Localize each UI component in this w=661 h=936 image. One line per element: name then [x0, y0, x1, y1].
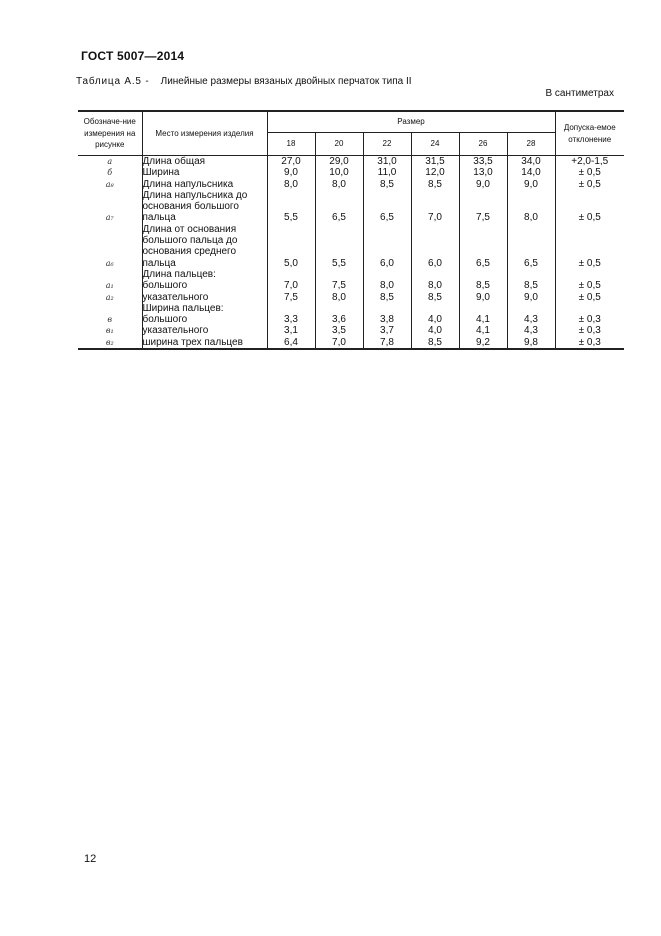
row-size-value: 8,0 [411, 280, 459, 291]
row-size-value [267, 269, 315, 280]
row-size-value: 9,0 [459, 179, 507, 190]
row-size-value: 5,0 [267, 224, 315, 269]
row-size-value: 9,0 [267, 167, 315, 178]
row-size-value: 4,1 [459, 325, 507, 336]
row-size-value: 3,3 [267, 314, 315, 325]
row-tolerance: ± 0,3 [578, 314, 601, 326]
row-size-value: 11,0 [363, 167, 411, 178]
row-size-value: 8,5 [411, 179, 459, 190]
page-number: 12 [84, 853, 97, 865]
row-size-value: 6,5 [363, 190, 411, 224]
row-size-value: 8,5 [507, 280, 555, 291]
header-size-value: 22 [363, 133, 411, 156]
row-place: Ширина [142, 167, 267, 178]
row-size-value: 12,0 [411, 167, 459, 178]
row-size-value: 7,5 [267, 292, 315, 303]
row-place: большого [142, 314, 267, 325]
row-size-value: 33,5 [459, 156, 507, 168]
row-size-value: 31,0 [363, 156, 411, 168]
row-size-value: 8,0 [363, 280, 411, 291]
row-symbol [78, 303, 142, 314]
table-row [78, 292, 624, 303]
row-size-value: 9,0 [507, 292, 555, 303]
row-size-value: 8,5 [363, 179, 411, 190]
row-size-value: 7,8 [363, 337, 411, 349]
row-size-value: 3,1 [267, 325, 315, 336]
row-place: указательного [142, 325, 267, 336]
row-size-value [267, 303, 315, 314]
row-size-value [315, 269, 363, 280]
table-row [78, 325, 624, 336]
row-size-value: 34,0 [507, 156, 555, 168]
table-row [78, 179, 624, 190]
row-tolerance: ± 0,5 [578, 178, 601, 190]
row-size-value: 4,3 [507, 314, 555, 325]
row-size-value: 3,8 [363, 314, 411, 325]
row-symbol: а₆ [78, 224, 142, 269]
row-symbol: а₈ [78, 179, 142, 190]
table-row [78, 337, 624, 349]
row-place: указательного [142, 292, 267, 303]
header-size-value: 28 [507, 133, 555, 156]
row-symbol: а₁ [78, 280, 142, 291]
row-size-value: 5,5 [267, 190, 315, 224]
row-place: Длина напульсника [142, 179, 267, 190]
row-size-value: 14,0 [507, 167, 555, 178]
row-tolerance: ± 0,5 [578, 291, 601, 303]
row-symbol: в₂ [78, 337, 142, 349]
row-size-value [315, 303, 363, 314]
row-size-value: 10,0 [315, 167, 363, 178]
row-place: Длина напульсника до основания большого пальца [142, 190, 267, 224]
row-size-value: 8,0 [315, 179, 363, 190]
table-caption-label: Таблица А.5 - [76, 76, 150, 87]
row-size-value [459, 269, 507, 280]
row-tolerance: ± 0,5 [578, 257, 601, 269]
row-size-value: 7,0 [411, 190, 459, 224]
standard-header: ГОСТ 5007—2014 [81, 49, 185, 63]
row-symbol [78, 269, 142, 280]
row-size-value: 9,8 [507, 337, 555, 349]
row-symbol: а [78, 156, 142, 168]
row-size-value: 8,5 [411, 337, 459, 349]
row-place: Длина пальцев: [142, 269, 267, 280]
row-size-value: 7,5 [315, 280, 363, 291]
row-place: Длина от основания большого пальца до основания среднего пальца [142, 224, 267, 269]
row-tolerance: ± 0,3 [578, 336, 601, 348]
row-size-value: 8,0 [315, 292, 363, 303]
row-size-value: 27,0 [267, 156, 315, 168]
row-size-value: 7,0 [315, 337, 363, 349]
row-place: большого [142, 280, 267, 291]
row-size-value: 31,5 [411, 156, 459, 168]
header-size-value: 20 [315, 133, 363, 156]
row-size-value [507, 269, 555, 280]
row-size-value: 9,0 [459, 292, 507, 303]
header-size-value: 24 [411, 133, 459, 156]
dimensions-table [78, 110, 624, 350]
row-size-value: 4,0 [411, 314, 459, 325]
table-row [78, 314, 624, 325]
row-size-value: 7,0 [267, 280, 315, 291]
row-tolerance [555, 303, 624, 314]
row-size-value: 6,4 [267, 337, 315, 349]
row-place: ширина трех пальцев [142, 337, 267, 349]
row-size-value: 3,5 [315, 325, 363, 336]
table-caption [76, 76, 412, 87]
row-size-value [411, 303, 459, 314]
row-tolerance: ± 0,3 [578, 325, 601, 337]
row-size-value: 8,5 [411, 292, 459, 303]
row-size-value [363, 303, 411, 314]
row-size-value: 8,0 [267, 179, 315, 190]
row-symbol: а₇ [78, 190, 142, 224]
row-size-value: 13,0 [459, 167, 507, 178]
row-tolerance: +2,0-1,5 [571, 156, 609, 167]
row-place: Длина общая [142, 156, 267, 168]
row-symbol: в₁ [78, 325, 142, 336]
row-size-value: 4,3 [507, 325, 555, 336]
units-note: В сантиметрах [545, 88, 614, 99]
row-size-value [411, 269, 459, 280]
row-size-value: 3,7 [363, 325, 411, 336]
row-size-value [363, 269, 411, 280]
row-tolerance: ± 0,5 [578, 212, 601, 224]
header-tolerance: Допуска-емое отклонение [555, 111, 624, 156]
row-size-value: 8,5 [459, 280, 507, 291]
table-row [78, 224, 624, 269]
row-size-value: 6,5 [459, 224, 507, 269]
table-row [78, 190, 624, 224]
header-size-value: 26 [459, 133, 507, 156]
header-symbol: Обозначе-ние измерения на рисунке [78, 111, 142, 156]
row-size-value: 6,5 [315, 190, 363, 224]
row-size-value [459, 303, 507, 314]
header-size-value: 18 [267, 133, 315, 156]
row-size-value [507, 303, 555, 314]
table-row [78, 303, 624, 314]
row-tolerance [555, 269, 624, 280]
row-size-value: 3,6 [315, 314, 363, 325]
row-size-value: 8,5 [363, 292, 411, 303]
table-row [78, 280, 624, 291]
row-size-value: 4,0 [411, 325, 459, 336]
row-size-value: 7,5 [459, 190, 507, 224]
row-size-value: 9,0 [507, 179, 555, 190]
row-place: Ширина пальцев: [142, 303, 267, 314]
row-tolerance: ± 0,5 [578, 167, 601, 179]
row-size-value: 6,0 [411, 224, 459, 269]
table-caption-title: Линейные размеры вязаных двойных перчаток типа II [160, 76, 412, 87]
row-size-value: 4,1 [459, 314, 507, 325]
row-size-value: 6,0 [363, 224, 411, 269]
row-symbol: б [78, 167, 142, 178]
row-size-value: 5,5 [315, 224, 363, 269]
table-row [78, 156, 624, 168]
table-row [78, 167, 624, 178]
row-size-value: 29,0 [315, 156, 363, 168]
row-symbol: в [78, 314, 142, 325]
row-tolerance: ± 0,5 [578, 280, 601, 292]
row-size-value: 9,2 [459, 337, 507, 349]
table-row [78, 269, 624, 280]
row-size-value: 6,5 [507, 224, 555, 269]
row-symbol: а₂ [78, 292, 142, 303]
header-size: Размер [267, 111, 555, 133]
header-place: Место измерения изделия [142, 111, 267, 156]
row-size-value: 8,0 [507, 190, 555, 224]
